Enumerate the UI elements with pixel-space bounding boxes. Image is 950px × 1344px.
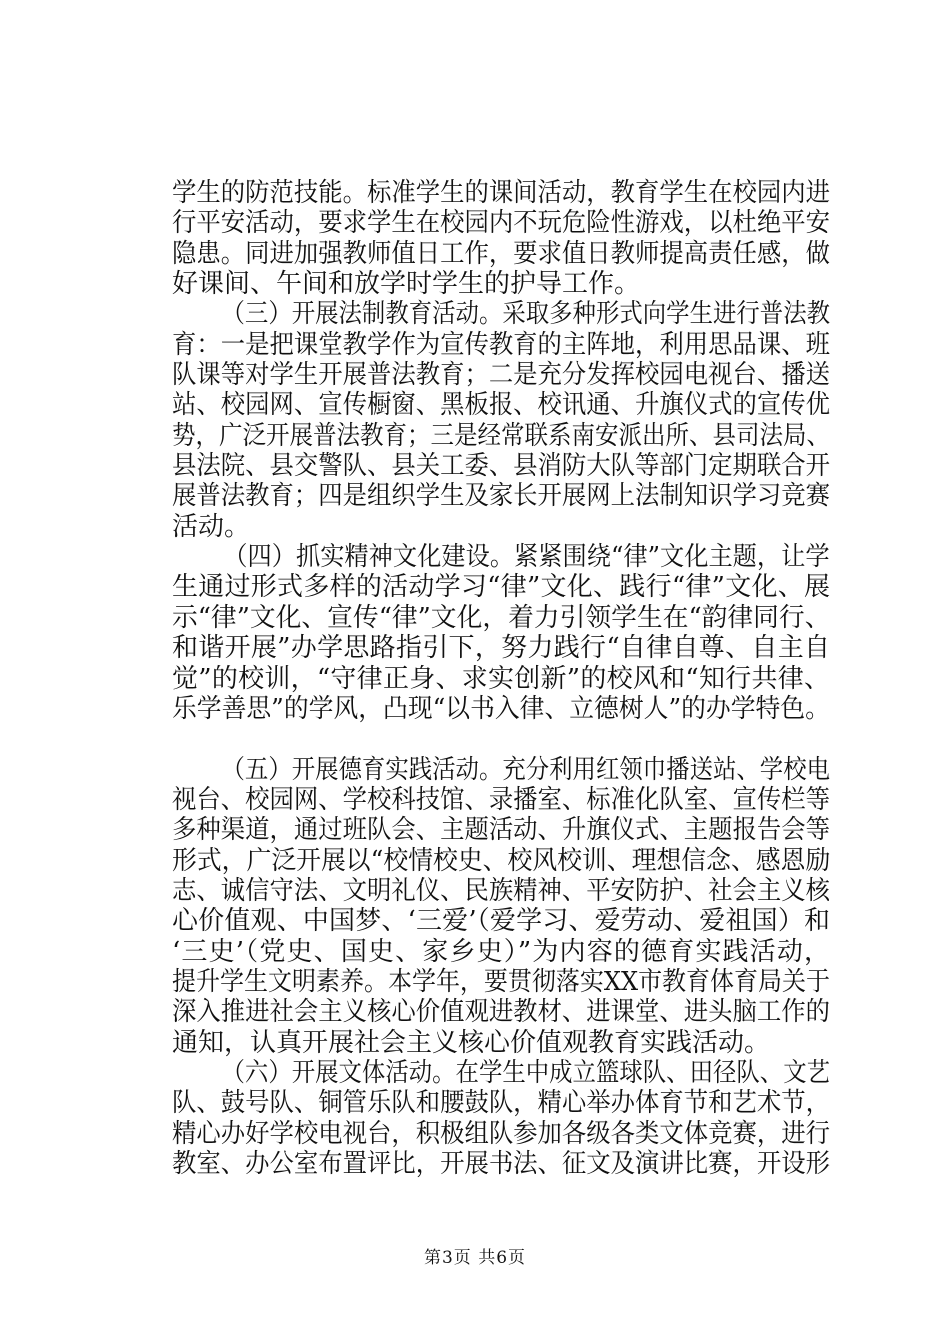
- text-line: 行平安活动，要求学生在校园内不玩危险性游戏，以杜绝平安: [172, 208, 831, 239]
- text-line: 队课等对学生开展普法教育；二是充分发挥校园电视台、播送: [172, 360, 831, 391]
- text-line: 觉”的校训，“守律正身、求实创新”的校风和“知行共律、: [172, 663, 830, 694]
- text-line: 示“律”文化、宣传“律”文化，着力引领学生在“韵律同行、: [172, 602, 831, 633]
- text-line: 隐患。同进加强教师值日工作，要求值日教师提高责任感，做: [172, 238, 831, 269]
- text-line: 提升学生文明素养。本学年，要贯彻落实XX市教育体育局关于: [172, 966, 831, 997]
- paragraph-san: [172, 299, 830, 542]
- text-line: 深入推进社会主义核心价值观进教材、进课堂、进头脑工作的: [172, 997, 831, 1028]
- paragraph-liu: [172, 1058, 830, 1179]
- document-body: [172, 178, 830, 1179]
- text-line: 学生的防范技能。标准学生的课间活动，教育学生在校园内进: [172, 178, 831, 208]
- text-line: 活动。: [172, 511, 251, 542]
- text-line: 心价值观、中国梦、‘三爱’（爱学习、爱劳动、爱祖国）和: [172, 906, 830, 937]
- text-line: 生通过形式多样的活动学习“律”文化、践行“律”文化、展: [172, 572, 830, 603]
- text-line: 精心办好学校电视台，积极组队参加各级各类文体竞赛，进行: [172, 1118, 831, 1149]
- text-line: 多种渠道，通过班队会、主题活动、升旗仪式、主题报告会等: [172, 815, 831, 846]
- text-line: 展普法教育；四是组织学生及家长开展网上法制知识学习竞赛: [172, 481, 831, 512]
- text-line: 通知，认真开展社会主义核心价值观教育实践活动。: [172, 1027, 771, 1058]
- text-line: 好课间、午间和放学时学生的护导工作。: [172, 269, 641, 300]
- text-line: （五）开展德育实践活动。充分利用红领巾播送站、学校电: [221, 754, 831, 785]
- text-line: 志、诚信守法、文明礼仪、民族精神、平安防护、社会主义核: [172, 875, 831, 906]
- paragraph-wu: [172, 755, 830, 1058]
- text-line: 和谐开展”办学思路指引下，努力践行“自律自尊、自主自: [172, 633, 830, 664]
- text-line: 乐学善思”的学风，凸现“以书入律、立德树人”的办学特色。: [172, 693, 830, 724]
- text-line: （三）开展法制教育活动。采取多种形式向学生进行普法教: [221, 299, 831, 330]
- text-line: ‘三史’（党史、国史、家乡史）”为内容的德育实践活动，: [172, 936, 830, 967]
- blank-line: [172, 724, 830, 754]
- text-line: 育：一是把课堂教学作为宣传教育的主阵地，利用思品课、班: [172, 329, 831, 360]
- paragraph-si: [172, 542, 830, 724]
- text-line: 视台、校园网、学校科技馆、录播室、标准化队室、宣传栏等: [172, 784, 831, 815]
- text-line: 站、校园网、宣传橱窗、黑板报、校讯通、升旗仪式的宣传优: [172, 390, 831, 421]
- text-line: （四）抓实精神文化建设。紧紧围绕“律”文化主题，让学: [223, 542, 830, 573]
- text-line: 势，广泛开展普法教育；三是经常联系南安派出所、县司法局、: [172, 420, 831, 451]
- paragraph-continued: [172, 178, 830, 299]
- text-line: 教室、办公室布置评比，开展书法、征文及演讲比赛，开设形: [172, 1149, 831, 1179]
- page-number-footer: 第3页 共6页: [423, 1248, 527, 1268]
- text-line: 县法院、县交警队、县关工委、县消防大队等部门定期联合开: [172, 451, 831, 482]
- text-line: 队、鼓号队、铜管乐队和腰鼓队，精心举办体育节和艺术节，: [172, 1088, 831, 1119]
- text-line: （六）开展文体活动。在学生中成立篮球队、田径队、文艺: [221, 1057, 831, 1088]
- text-line: 形式，广泛开展以“校情校史、校风校训、理想信念、感恩励: [172, 845, 831, 876]
